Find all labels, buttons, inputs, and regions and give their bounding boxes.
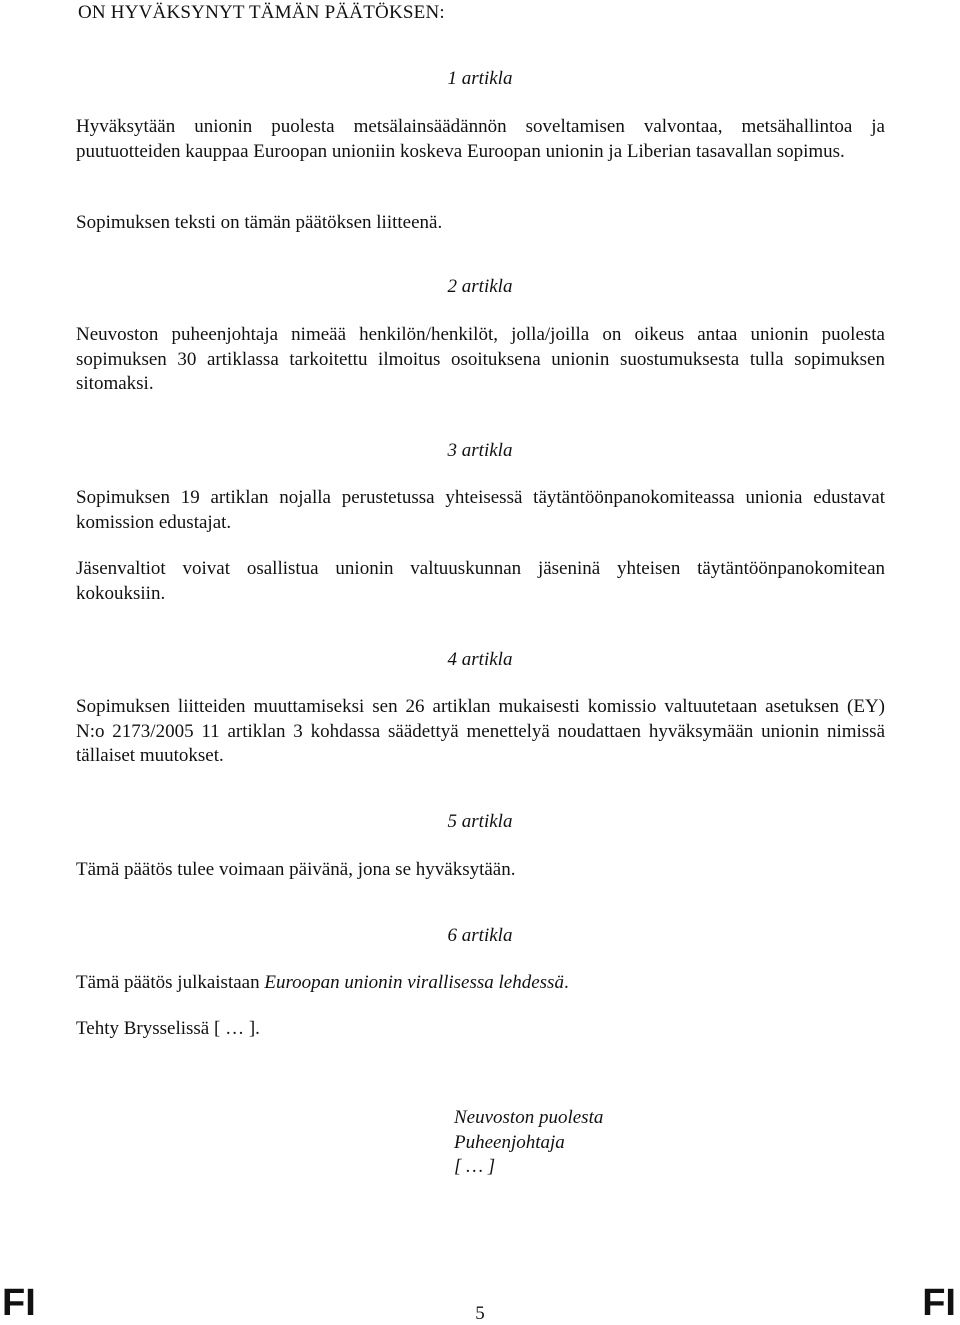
article-6-title: 6 artikla <box>447 925 513 946</box>
article-6-text-suffix: . <box>563 972 569 993</box>
article-5-paragraph-1: Tämä päätös tulee voimaan päivänä, jona se hyväksytään. <box>76 859 516 880</box>
signature-president-line: Puheenjohtaja <box>454 1131 565 1153</box>
signature-council-line: Neuvoston puolesta <box>454 1107 604 1128</box>
article-4-paragraph-1: Sopimuksen liitteiden muuttamiseksi sen 26 artiklan mukaisesti komissio valtuutetaan asetuksen (EY) N:o 2173/2005 11 artiklan 3 kohdassa säädettyä menettelyä noudattaen hyväksymään unionin nimissä tällaiset muutokset. <box>76 696 885 766</box>
footer-language-right: FI <box>922 1282 956 1324</box>
article-1-paragraph-1: Hyväksytään unionin puolesta metsälainsäädännön soveltamisen valvontaa, metsähallintoa ja puutuotteiden kauppaa Euroopan unioniin koskeva Euroopan unionin ja Liberian tasavallan sopimus. <box>76 116 885 162</box>
decision-heading: ON HYVÄKSYNYT TÄMÄN PÄÄTÖKSEN: <box>78 2 445 23</box>
article-3-paragraph-2: Jäsenvaltiot voivat osallistua unionin valtuuskunnan jäseninä yhteisen täytäntöönpanokomitean kokouksiin. <box>76 558 885 604</box>
official-journal-name: Euroopan unionin virallisessa lehdessä <box>264 972 564 993</box>
signature-placeholder-line: [ … ] <box>454 1156 496 1177</box>
article-1-paragraph-2: Sopimuksen teksti on tämän päätöksen liitteenä. <box>76 212 443 233</box>
article-4-title: 4 artikla <box>447 649 513 670</box>
article-1-title: 1 artikla <box>447 68 513 89</box>
signature-block <box>454 1106 603 1180</box>
article-3-title: 3 artikla <box>447 440 513 461</box>
article-6-text-prefix: Tämä päätös julkaistaan <box>76 972 265 993</box>
article-2-title: 2 artikla <box>447 276 513 297</box>
article-3-paragraph-1: Sopimuksen 19 artiklan nojalla perustetussa yhteisessä täytäntöönpanokomiteassa unionia edustavat komission edustajat. <box>76 487 885 533</box>
article-5-title: 5 artikla <box>447 811 513 832</box>
page-number: 5 <box>475 1303 485 1324</box>
article-6-paragraph-1 <box>76 971 885 996</box>
article-2-paragraph-1: Neuvoston puheenjohtaja nimeää henkilön/henkilöt, jolla/joilla on oikeus antaa unionin puolesta sopimuksen 30 artiklassa tarkoitettu ilmoitus osoituksena unionin suostumuksesta tulla sopimuksen sitomaksi. <box>76 324 885 394</box>
footer-language-left: FI <box>2 1282 36 1324</box>
place-and-date: Tehty Brysselissä [ … ]. <box>76 1018 260 1039</box>
